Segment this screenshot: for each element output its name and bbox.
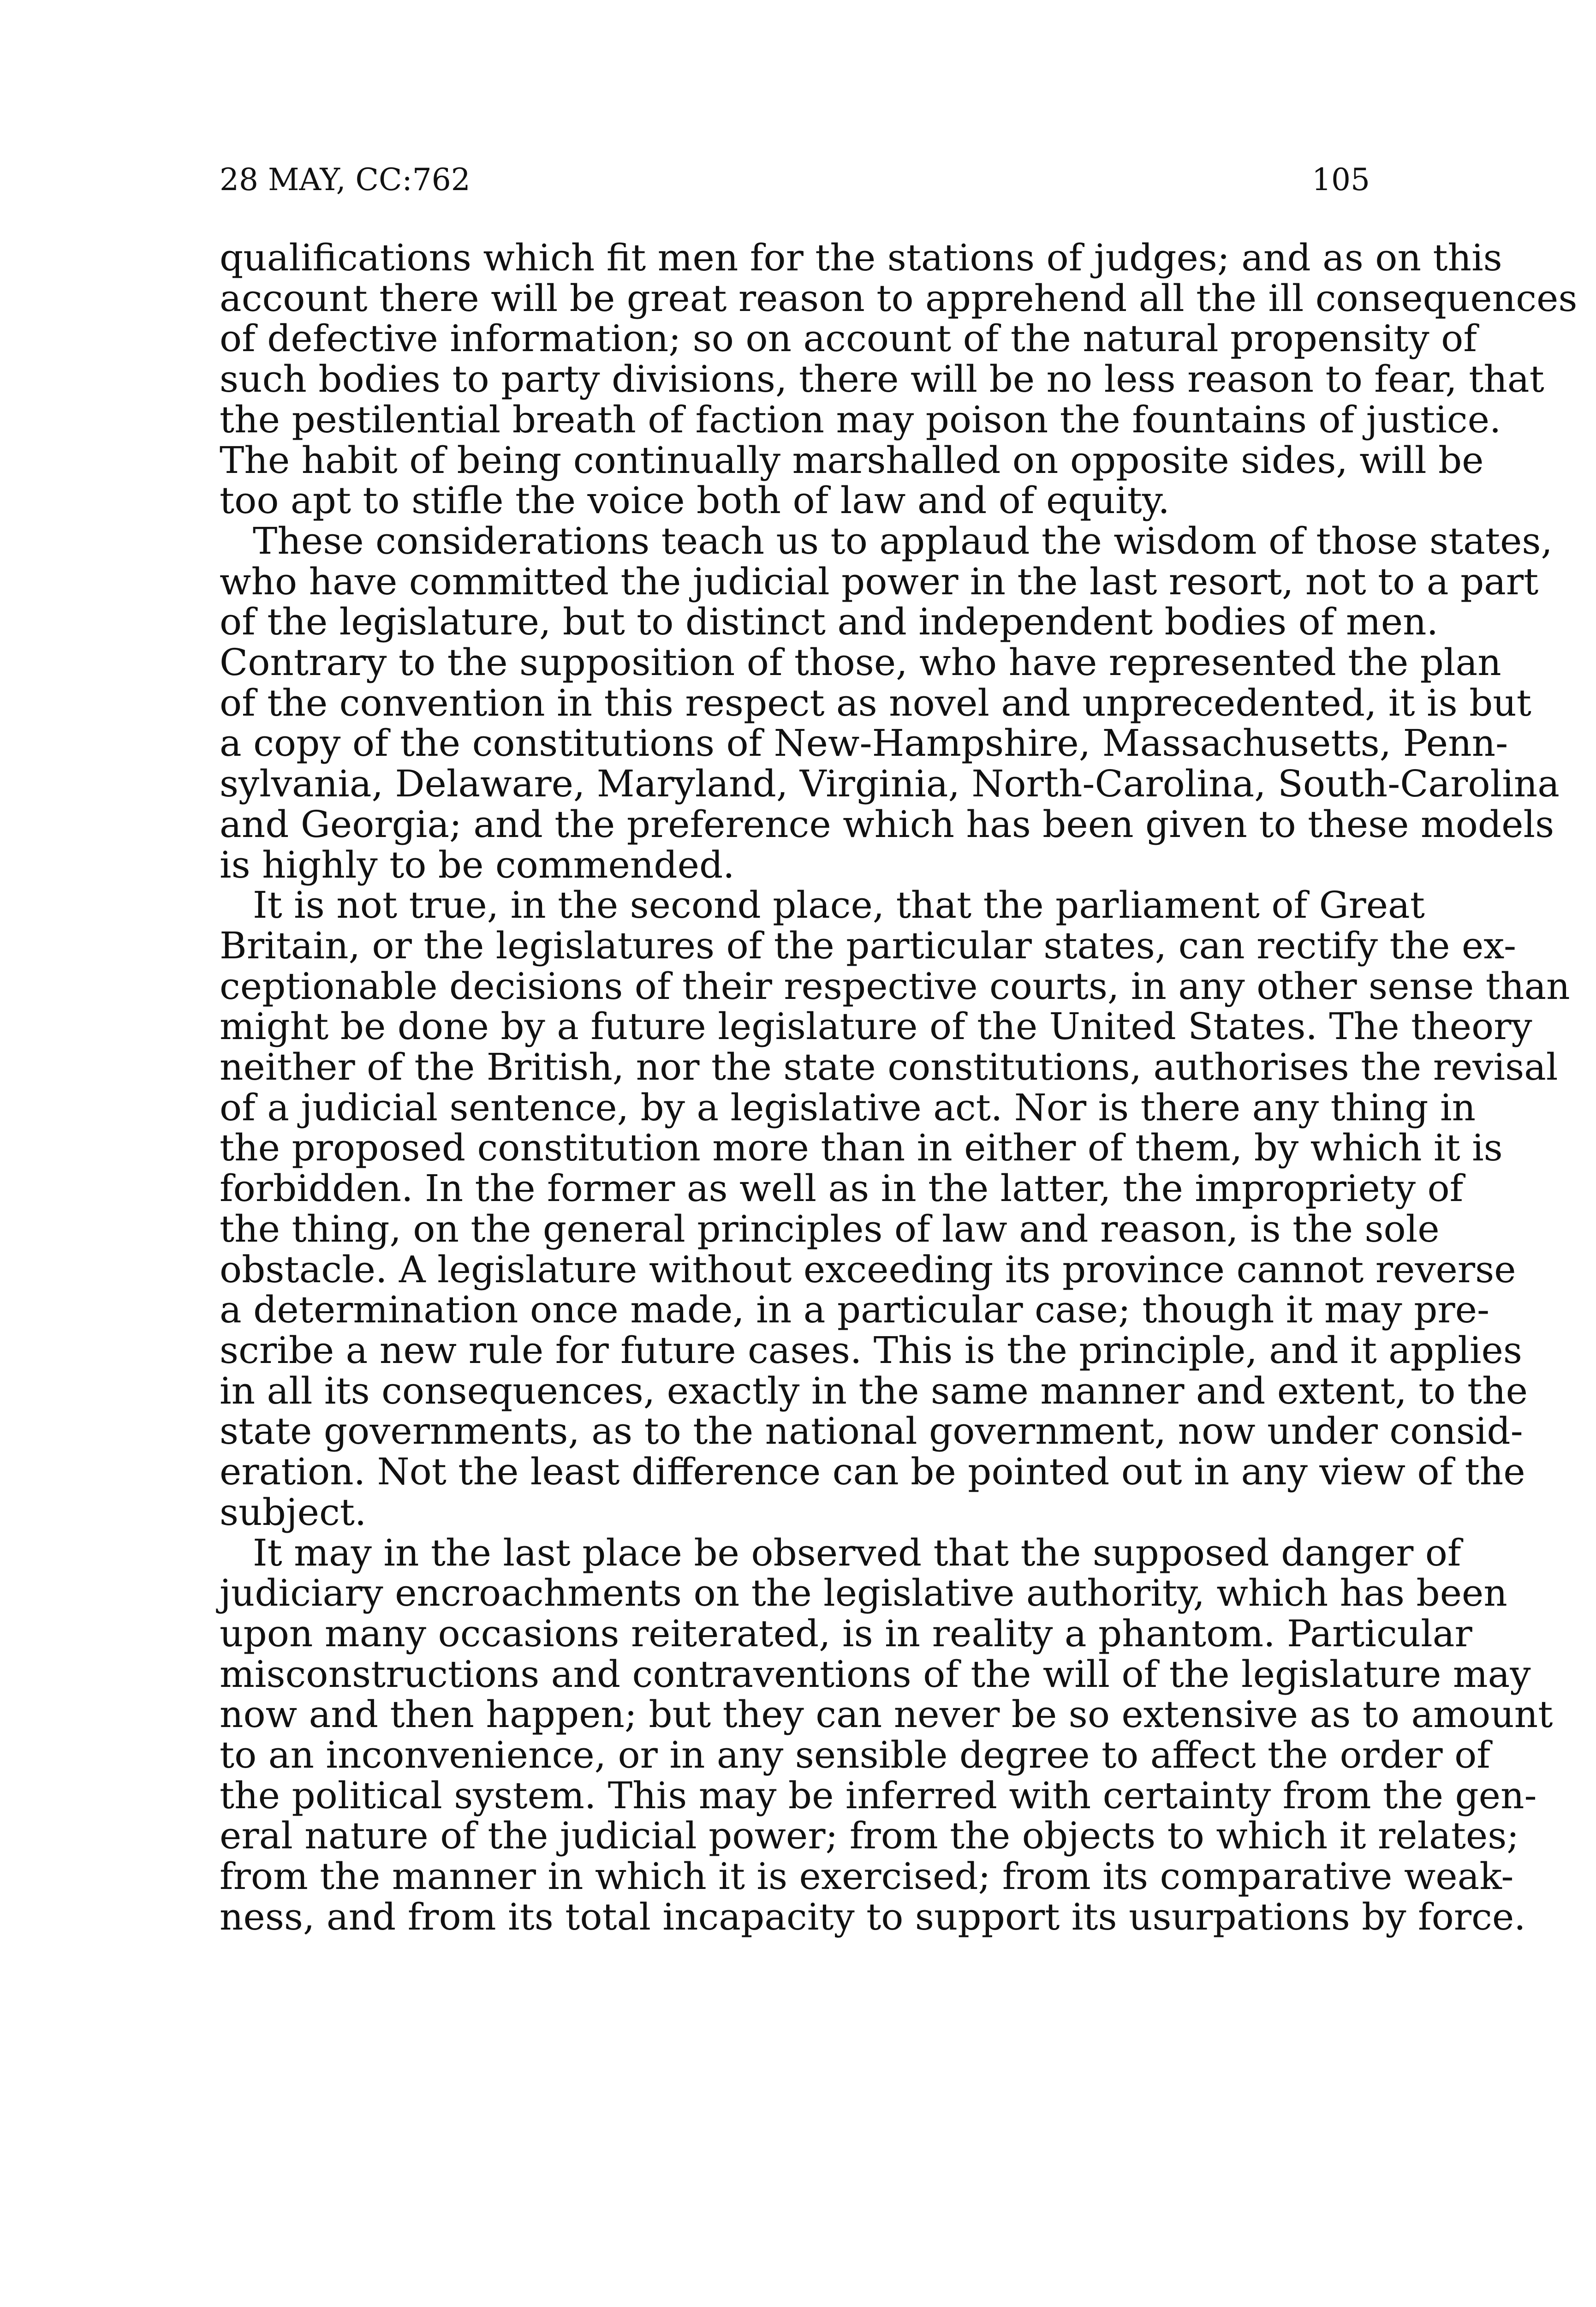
text-line: and Georgia; and the preference which has been given to these models bbox=[220, 802, 1554, 846]
text-line: eration. Not the least difference can be pointed out in any view of the bbox=[220, 1450, 1525, 1494]
text-line: ness, and from its total incapacity to support its usurpations by force. bbox=[220, 1895, 1526, 1938]
text-line: These considerations teach us to applaud the wisdom of those states, bbox=[253, 519, 1553, 562]
text-line: It is not true, in the second place, that the parliament of Great bbox=[253, 884, 1425, 927]
text-line: in all its consequences, exactly in the same manner and extent, to the bbox=[220, 1369, 1528, 1412]
text-line: Britain, or the legislatures of the particular states, can rectify the ex- bbox=[220, 924, 1516, 967]
text-line: a determination once made, in a particular case; though it may pre- bbox=[220, 1288, 1489, 1332]
paragraph bbox=[220, 884, 1570, 1534]
text-line: of a judicial sentence, by a legislative act. Nor is there any thing in bbox=[220, 1086, 1476, 1129]
text-line: Contrary to the supposition of those, who have represented the plan bbox=[220, 641, 1501, 684]
text-line: ceptionable decisions of their respective courts, in any other sense than bbox=[220, 964, 1570, 1008]
text-line: the proposed constitution more than in either of them, by which it is bbox=[220, 1126, 1503, 1170]
running-head bbox=[220, 157, 1370, 203]
text-line: misconstructions and contraventions of the will of the legislature may bbox=[220, 1652, 1531, 1696]
text-line: a copy of the constitutions of New-Hampshire, Massachusetts, Penn- bbox=[220, 722, 1508, 765]
text-line: such bodies to party divisions, there will be no less reason to fear, that bbox=[220, 358, 1544, 401]
text-line: the pestilential breath of faction may poison the fountains of justice. bbox=[220, 398, 1501, 441]
text-line: It may in the last place be observed that the supposed danger of bbox=[253, 1531, 1461, 1574]
paragraph bbox=[220, 519, 1560, 886]
text-line: subject. bbox=[220, 1490, 367, 1534]
text-line: neither of the British, nor the state constitutions, authorises the revisal bbox=[220, 1046, 1558, 1089]
text-line: the thing, on the general principles of law and reason, is the sole bbox=[220, 1207, 1440, 1250]
text-line: forbidden. In the former as well as in the latter, the impropriety of bbox=[220, 1167, 1464, 1210]
text-line: of the legislature, but to distinct and independent bodies of men. bbox=[220, 600, 1438, 644]
text-line: of the convention in this respect as novel and unprecedented, it is but bbox=[220, 681, 1531, 724]
paragraph bbox=[220, 236, 1578, 522]
text-line: scribe a new rule for future cases. This is the principle, and it applies bbox=[220, 1328, 1522, 1372]
text-line: who have committed the judicial power in the last resort, not to a part bbox=[220, 560, 1539, 603]
text-line: is highly to be commended. bbox=[220, 843, 735, 886]
text-line: to an inconvenience, or in any sensible degree to affect the order of bbox=[220, 1733, 1490, 1777]
text-line: from the manner in which it is exercised; from its comparative weak- bbox=[220, 1855, 1514, 1898]
text-line: too apt to stifle the voice both of law and of equity. bbox=[220, 479, 1170, 522]
text-line: sylvania, Delaware, Maryland, Virginia, North-Carolina, South-Carolina bbox=[220, 762, 1560, 806]
text-line: now and then happen; but they can never be so extensive as to amount bbox=[220, 1693, 1553, 1736]
text-line: obstacle. A legislature without exceeding its province cannot reverse bbox=[220, 1248, 1516, 1291]
body-text bbox=[220, 236, 1578, 1938]
page-number: 105 bbox=[1312, 162, 1370, 197]
text-line: might be done by a future legislature of the United States. The theory bbox=[220, 1005, 1532, 1048]
running-head-title: 28 MAY, CC:762 bbox=[220, 162, 470, 197]
text-line: qualifications which fit men for the stations of judges; and as on this bbox=[220, 236, 1502, 279]
text-line: eral nature of the judicial power; from the objects to which it relates; bbox=[220, 1814, 1519, 1858]
text-line: state governments, as to the national government, now under consid- bbox=[220, 1410, 1523, 1453]
text-line: of defective information; so on account of the natural propensity of bbox=[220, 317, 1477, 360]
text-line: judiciary encroachments on the legislative authority, which has been bbox=[220, 1572, 1507, 1615]
text-line: The habit of being continually marshalled on opposite sides, will be bbox=[220, 438, 1484, 482]
paragraph bbox=[220, 1531, 1553, 1938]
text-line: the political system. This may be inferred with certainty from the gen- bbox=[220, 1774, 1537, 1817]
text-line: account there will be great reason to apprehend all the ill consequences bbox=[220, 276, 1578, 320]
text-line: upon many occasions reiterated, is in reality a phantom. Particular bbox=[220, 1612, 1472, 1655]
